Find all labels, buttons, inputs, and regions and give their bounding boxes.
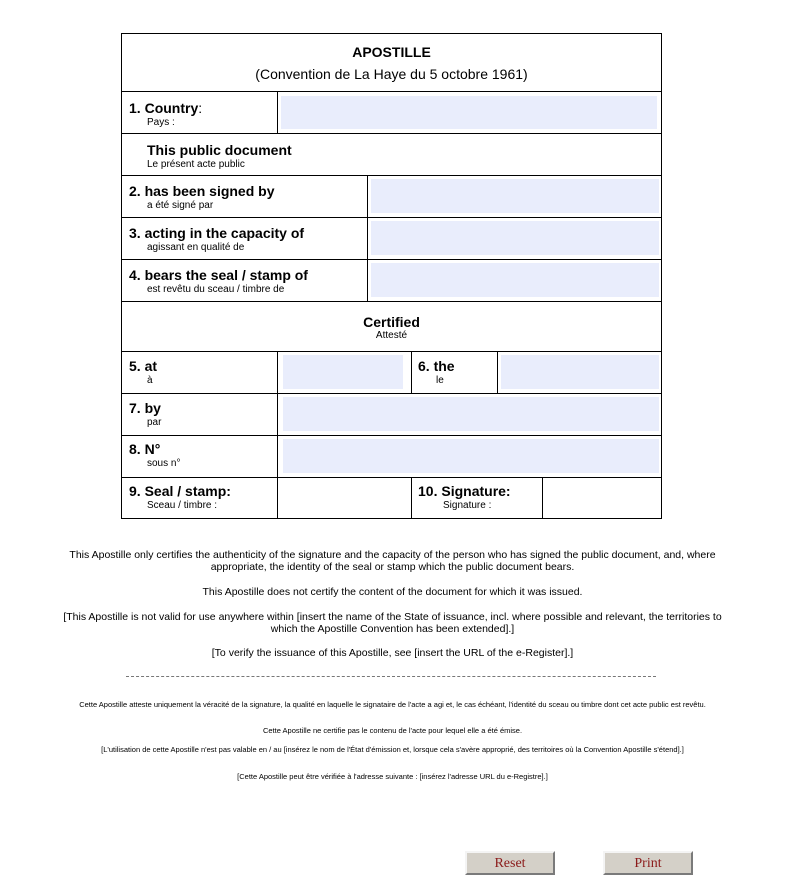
divider <box>122 259 661 260</box>
country-input[interactable] <box>281 96 657 129</box>
divider <box>497 351 498 393</box>
note-fr-content: Cette Apostille ne certifie pas le contenu de l'acte pour lequel elle a été émise. <box>262 726 523 735</box>
signed-by-input[interactable] <box>371 179 659 213</box>
number-label: 8. N° sous n° <box>129 441 181 469</box>
divider <box>122 133 661 134</box>
divider <box>122 301 661 302</box>
form-subtitle: (Convention de La Haye du 5 octobre 1961) <box>255 66 528 82</box>
public-document-label: This public document Le présent acte public <box>147 142 292 170</box>
divider <box>411 477 412 519</box>
note-fr-authenticity: Cette Apostille atteste uniquement la véracité de la signature, la qualité en laquelle le signataire de l'acte a agi et, le cas échéant, l'identité du sceau ou timbre dont cet acte public est revêtu. <box>79 700 706 709</box>
date-label: 6. the le <box>418 358 455 386</box>
apostille-form <box>121 33 662 519</box>
country-field[interactable] <box>281 96 657 129</box>
seal-of-field[interactable] <box>371 263 659 297</box>
number-input[interactable] <box>283 439 659 473</box>
capacity-label: 3. acting in the capacity of agissant en qualité de <box>129 225 305 253</box>
seal-stamp-label: 9. Seal / stamp: Sceau / timbre : <box>129 483 231 511</box>
divider <box>411 351 412 393</box>
note-fr-verify: [Cette Apostille peut être vérifiée à l'adresse suivante : [insérez l'adresse URL du e-Registre].] <box>237 772 548 781</box>
note-en-authenticity: This Apostille only certifies the authenticity of the signature and the capacity of the person who has signed the public document, and, where appropriate, the identity of the seal or stamp which the public document bears. <box>69 549 716 573</box>
reset-button[interactable]: Reset <box>465 851 555 875</box>
certified-heading: Certified Attesté <box>363 314 420 341</box>
divider <box>122 217 661 218</box>
seal-of-label: 4. bears the seal / stamp of est revêtu du sceau / timbre de <box>129 267 308 295</box>
note-fr-validity: [L'utilisation de cette Apostille n'est pas valable en / au [insérez le nom de l'État d'émission et, lorsque cela s'avère approprié, des territoires où la Convention Apostille s'étend].] <box>101 745 684 754</box>
at-label: 5. at à <box>129 358 158 386</box>
divider <box>122 175 661 176</box>
divider <box>122 393 661 394</box>
divider <box>367 175 368 301</box>
note-en-content: This Apostille does not certify the content of the document for which it was issued. <box>202 586 583 598</box>
at-input[interactable] <box>283 355 403 389</box>
divider <box>122 435 661 436</box>
divider <box>122 351 661 352</box>
print-button[interactable]: Print <box>603 851 693 875</box>
signed-by-field[interactable] <box>371 179 659 213</box>
signature-label: 10. Signature: Signature : <box>418 483 511 511</box>
separator-line <box>126 676 656 677</box>
date-input[interactable] <box>501 355 659 389</box>
by-label: 7. by par <box>129 400 162 428</box>
signature-box[interactable] <box>543 478 661 519</box>
country-label: 1. Country: Pays : <box>129 100 203 128</box>
by-field[interactable] <box>283 397 659 431</box>
capacity-input[interactable] <box>371 221 659 255</box>
seal-of-input[interactable] <box>371 263 659 297</box>
capacity-field[interactable] <box>371 221 659 255</box>
divider <box>122 91 661 92</box>
at-field[interactable] <box>283 355 403 389</box>
by-input[interactable] <box>283 397 659 431</box>
signed-by-label: 2. has been signed by a été signé par <box>129 183 275 211</box>
seal-stamp-box[interactable] <box>278 478 411 519</box>
date-field[interactable] <box>501 355 659 389</box>
number-field[interactable] <box>283 439 659 473</box>
divider <box>277 91 278 133</box>
note-en-verify: [To verify the issuance of this Apostille, see [insert the URL of the e-Register].] <box>211 647 574 659</box>
form-title: APOSTILLE <box>352 44 431 60</box>
note-en-validity: [This Apostille is not valid for use anywhere within [insert the name of the State of issuance, incl. where possible and relevant, the territories to which the Apostille Convention has been extended].] <box>63 611 722 635</box>
